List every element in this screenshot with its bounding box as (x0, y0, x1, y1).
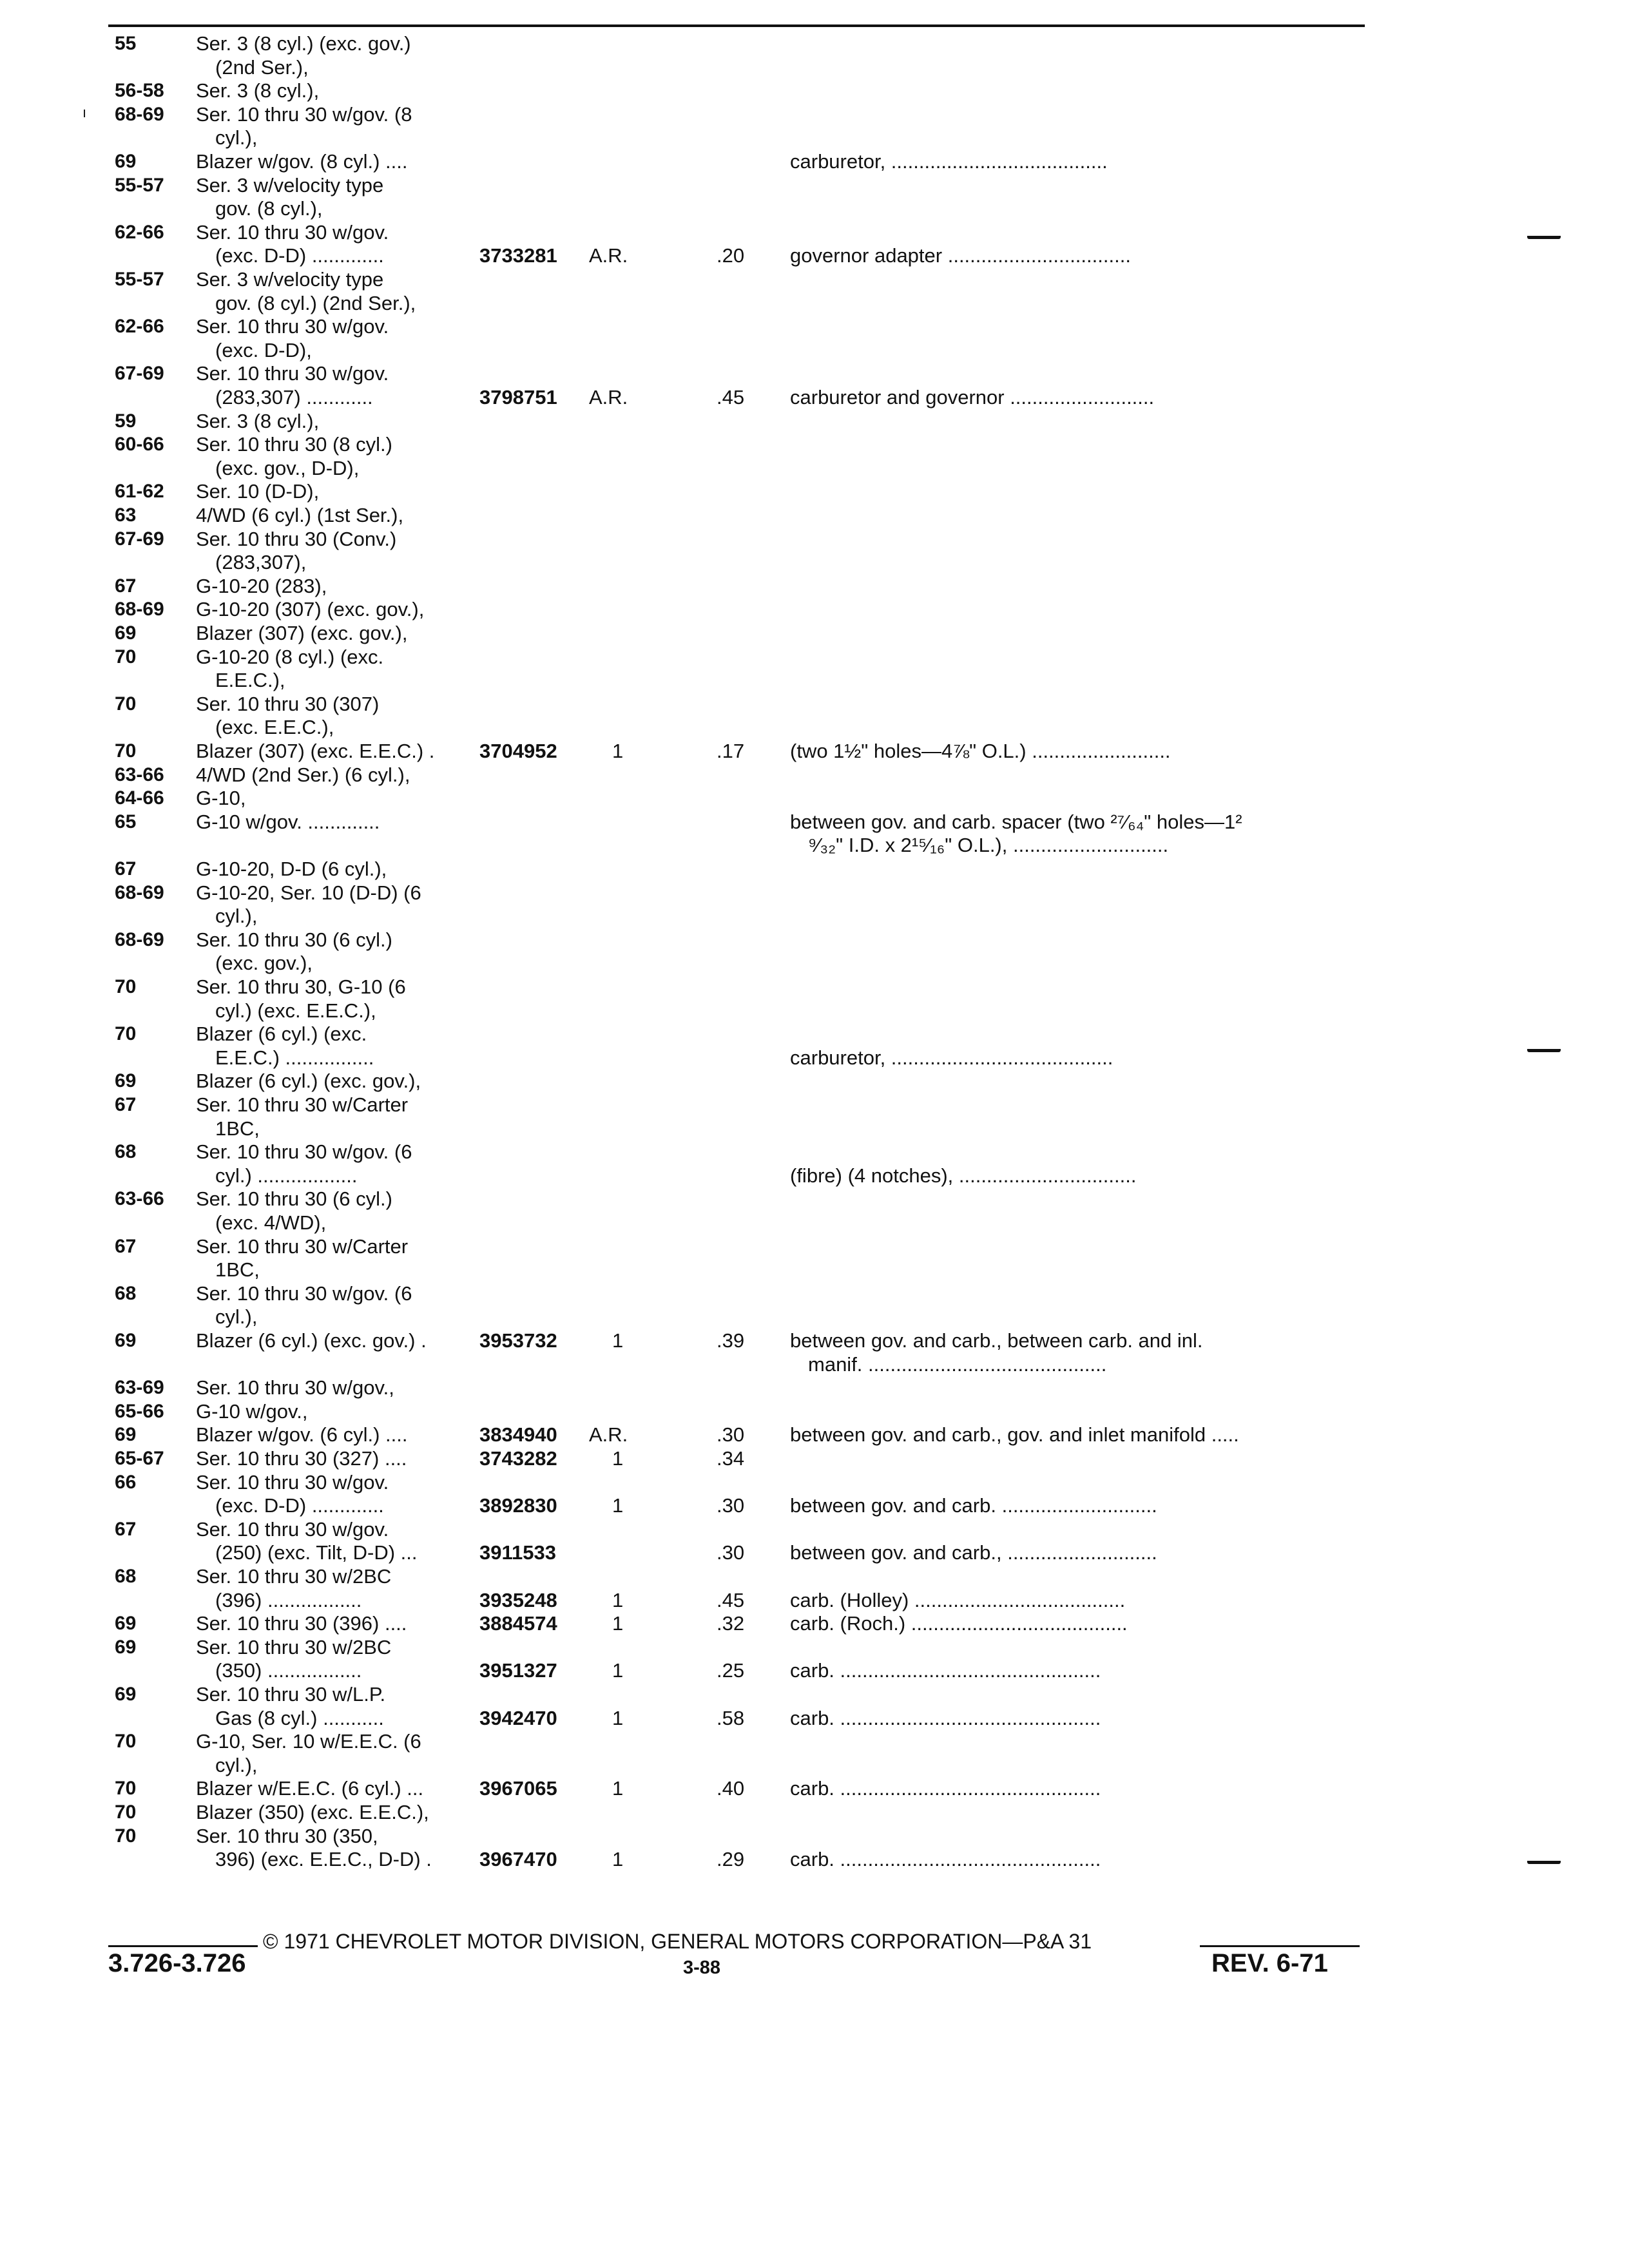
model-year: 68-69 (115, 599, 164, 620)
application-text-continued: (2nd Ser.), (215, 55, 309, 79)
binding-tick (1527, 1857, 1561, 1864)
quantity: 1 (612, 1848, 624, 1871)
application-text-continued: cyl.) .................. (215, 1164, 358, 1187)
part-number: 3704952 (479, 740, 557, 762)
model-year: 70 (115, 693, 137, 715)
application-text: Blazer (6 cyl.) (exc. gov.), (196, 1070, 421, 1093)
price: .30 (717, 1494, 745, 1517)
model-year: 62-66 (115, 221, 164, 243)
description: between gov. and carb., ........................... (790, 1541, 1157, 1564)
model-year: 63-69 (115, 1377, 164, 1399)
quantity: 1 (612, 1494, 624, 1517)
application-text: Ser. 10 thru 30 (396) .... (196, 1612, 407, 1635)
application-text: Ser. 10 thru 30 w/gov. (196, 1470, 389, 1494)
application-text-continued: 396) (exc. E.E.C., D-D) . (215, 1848, 432, 1871)
model-year: 68-69 (115, 928, 164, 950)
description: between gov. and carb. spacer (two ²⁷⁄₆₄" holes—1² (790, 810, 1242, 833)
application-text: Ser. 10 thru 30 w/2BC (196, 1635, 392, 1658)
application-text: Ser. 10 thru 30 (307) (196, 692, 380, 715)
model-year: 67 (115, 1094, 137, 1115)
application-text-continued: gov. (8 cyl.), (215, 197, 323, 220)
application-text: Blazer (307) (exc. gov.), (196, 622, 408, 644)
description: carb. ............................................... (790, 1659, 1101, 1682)
application-text: G-10-20 (283), (196, 574, 327, 597)
part-number: 3834940 (479, 1423, 557, 1446)
part-number: 3892830 (479, 1494, 557, 1517)
application-text: Ser. 10 thru 30 w/L.P. (196, 1683, 386, 1706)
model-year: 68 (115, 1282, 137, 1304)
application-text: Ser. 10 thru 30 w/gov. (6 (196, 1140, 412, 1164)
description: governor adapter ................................. (790, 244, 1131, 267)
application-text: Ser. 10 thru 30 w/Carter (196, 1093, 409, 1116)
price: .25 (717, 1659, 745, 1682)
application-text-continued: (350) ................. (215, 1659, 362, 1682)
application-text: 4/WD (6 cyl.) (1st Ser.), (196, 504, 404, 526)
application-text-continued: cyl.), (215, 1305, 258, 1329)
price: .30 (717, 1423, 745, 1446)
model-year: 61-62 (115, 481, 164, 503)
application-text: Blazer (6 cyl.) (exc. gov.) . (196, 1329, 427, 1352)
model-year: 69 (115, 1684, 137, 1705)
model-year: 67 (115, 858, 137, 879)
application-text: Ser. 10 thru 30 (8 cyl.) (196, 433, 392, 456)
model-year: 69 (115, 151, 137, 172)
quantity: 1 (612, 1588, 624, 1611)
model-year: 67 (115, 1518, 137, 1540)
description: (fibre) (4 notches), ................................ (790, 1164, 1137, 1187)
model-year: 70 (115, 976, 137, 997)
quantity: A.R. (589, 244, 628, 267)
part-number: 3967065 (479, 1777, 557, 1800)
model-year: 67 (115, 575, 137, 597)
description: carburetor, ....................................... (790, 150, 1108, 173)
price: .40 (717, 1777, 745, 1800)
footer-rule-right (1200, 1945, 1360, 1947)
model-year: 65 (115, 811, 137, 832)
application-text: Blazer (350) (exc. E.E.C.), (196, 1801, 429, 1823)
application-text-continued: (exc. D-D) ............. (215, 244, 384, 267)
binding-tick (1527, 1045, 1561, 1052)
application-text-continued: 1BC, (215, 1258, 260, 1282)
price: .34 (717, 1447, 745, 1470)
application-text-continued: Gas (8 cyl.) ........... (215, 1706, 384, 1729)
part-number: 3942470 (479, 1706, 557, 1729)
application-text: Blazer w/E.E.C. (6 cyl.) ... (196, 1777, 424, 1800)
price: .20 (717, 244, 745, 267)
model-year: 63-66 (115, 764, 164, 785)
description: carburetor and governor .......................... (790, 386, 1155, 408)
application-text: Ser. 10 thru 30 (6 cyl.) (196, 928, 392, 951)
top-rule (108, 24, 1365, 27)
description-continued: manif. ........................................... (808, 1352, 1107, 1376)
part-number: 3884574 (479, 1612, 557, 1635)
application-text-continued: (exc. E.E.C.), (215, 716, 334, 739)
price: .29 (717, 1848, 745, 1871)
model-year: 67-69 (115, 528, 164, 550)
application-text-continued: 1BC, (215, 1117, 260, 1140)
revision-label: REV. 6-71 (1211, 1949, 1328, 1977)
price: .30 (717, 1541, 745, 1564)
application-text-continued: (396) ................. (215, 1588, 362, 1611)
model-year: 55-57 (115, 269, 164, 290)
application-text: Ser. 3 w/velocity type (196, 173, 384, 197)
quantity: A.R. (589, 386, 628, 408)
model-year: 68-69 (115, 103, 164, 125)
application-text-continued: cyl.), (215, 126, 258, 149)
model-year: 67 (115, 1235, 137, 1257)
application-text: Ser. 10 thru 30 w/gov. (8 (196, 102, 412, 126)
application-text: Ser. 10 thru 30 w/gov. (6 (196, 1282, 412, 1305)
description: (two 1½" holes—4⅞" O.L.) ......................... (790, 740, 1171, 762)
application-text-continued: (exc. gov.), (215, 952, 313, 975)
copyright-line: © 1971 CHEVROLET MOTOR DIVISION, GENERAL MOTORS CORPORATION—P&A 31 (263, 1930, 1092, 1953)
application-text: Ser. 10 thru 30 w/Carter (196, 1235, 409, 1258)
model-year: 55 (115, 33, 137, 54)
application-text: G-10 w/gov., (196, 1399, 308, 1423)
application-text-continued: cyl.) (exc. E.E.C.), (215, 999, 376, 1022)
price: .45 (717, 386, 745, 408)
description: carb. ............................................... (790, 1706, 1101, 1729)
part-number: 3953732 (479, 1329, 557, 1352)
quantity: 1 (612, 1777, 624, 1800)
application-text: Ser. 10 thru 30 (350, (196, 1824, 378, 1847)
model-year: 65-67 (115, 1448, 164, 1469)
application-text: Ser. 10 thru 30 w/gov. (196, 220, 389, 244)
model-year: 68 (115, 1141, 137, 1163)
model-year: 59 (115, 410, 137, 432)
application-text: Ser. 10 thru 30 w/gov. (196, 362, 389, 385)
description: between gov. and carb. ............................ (790, 1494, 1157, 1517)
price: .32 (717, 1612, 745, 1635)
model-year: 64-66 (115, 787, 164, 809)
price: .17 (717, 740, 745, 762)
application-text: Ser. 3 w/velocity type (196, 268, 384, 291)
application-text-continued: cyl.), (215, 905, 258, 928)
application-text: Ser. 10 thru 30 w/gov., (196, 1376, 394, 1399)
application-text: Ser. 10 thru 30 (6 cyl.) (196, 1187, 392, 1211)
application-text: Ser. 10 thru 30 w/gov. (196, 1517, 389, 1541)
description: carb. (Roch.) ....................................... (790, 1612, 1128, 1635)
price: .58 (717, 1706, 745, 1729)
section-code: 3.726-3.726 (108, 1949, 246, 1977)
application-text-continued: cyl.), (215, 1753, 258, 1776)
quantity: 1 (612, 1612, 624, 1635)
part-number: 3951327 (479, 1659, 557, 1682)
application-text: G-10, (196, 787, 246, 810)
quantity: 1 (612, 1706, 624, 1729)
application-text-continued: (exc. gov., D-D), (215, 456, 360, 479)
application-text: G-10-20 (307) (exc. gov.), (196, 598, 425, 621)
quantity: 1 (612, 1329, 624, 1352)
application-text: Ser. 10 thru 30, G-10 (6 (196, 975, 406, 998)
margin-mark: ı (82, 104, 87, 120)
application-text: Blazer w/gov. (8 cyl.) .... (196, 150, 408, 173)
application-text-continued: (exc. 4/WD), (215, 1211, 327, 1234)
description: carburetor, ........................................ (790, 1046, 1113, 1069)
description: carb. (Holley) ...................................... (790, 1588, 1126, 1611)
application-text: Ser. 3 (8 cyl.), (196, 79, 320, 102)
model-year: 60-66 (115, 434, 164, 456)
application-text: Ser. 10 (D-D), (196, 480, 320, 503)
quantity: 1 (612, 1659, 624, 1682)
binding-tick (1527, 232, 1561, 239)
application-text: Ser. 10 thru 30 (Conv.) (196, 527, 397, 550)
application-text-continued: E.E.C.) ................ (215, 1046, 374, 1069)
model-year: 70 (115, 1802, 137, 1823)
application-text: Ser. 10 thru 30 (327) .... (196, 1447, 407, 1470)
application-text: Ser. 10 thru 30 w/2BC (196, 1565, 392, 1588)
application-text: Ser. 3 (8 cyl.) (exc. gov.) (196, 32, 411, 55)
application-text: G-10-20, D-D (6 cyl.), (196, 858, 387, 880)
page-number: 3-88 (683, 1957, 721, 1978)
model-year: 69 (115, 1613, 137, 1635)
model-year: 68-69 (115, 881, 164, 903)
part-number: 3967470 (479, 1848, 557, 1871)
model-year: 69 (115, 1636, 137, 1658)
application-text: G-10-20, Ser. 10 (D-D) (6 (196, 881, 421, 904)
application-text-continued: gov. (8 cyl.) (2nd Ser.), (215, 291, 416, 314)
description: carb. ............................................... (790, 1777, 1101, 1800)
model-year: 69 (115, 622, 137, 644)
application-text: Blazer (6 cyl.) (exc. (196, 1023, 367, 1046)
part-number: 3743282 (479, 1447, 557, 1470)
model-year: 62-66 (115, 316, 164, 338)
quantity: A.R. (589, 1423, 628, 1446)
application-text-continued: E.E.C.), (215, 669, 285, 692)
application-text-continued: (283,307), (215, 551, 307, 574)
part-number: 3911533 (479, 1541, 556, 1564)
application-text: G-10-20 (8 cyl.) (exc. (196, 645, 384, 668)
model-year: 70 (115, 646, 137, 668)
model-year: 70 (115, 1825, 137, 1847)
description: between gov. and carb., between carb. and inl. (790, 1329, 1203, 1352)
model-year: 69 (115, 1070, 137, 1092)
model-year: 69 (115, 1330, 137, 1351)
application-text: G-10, Ser. 10 w/E.E.C. (6 (196, 1730, 421, 1753)
model-year: 70 (115, 740, 137, 762)
quantity: 1 (612, 740, 624, 762)
model-year: 68 (115, 1566, 137, 1587)
model-year: 70 (115, 1778, 137, 1800)
application-text: Blazer w/gov. (6 cyl.) .... (196, 1423, 408, 1446)
footer-rule-left (108, 1945, 258, 1947)
application-text: Ser. 10 thru 30 w/gov. (196, 315, 389, 338)
part-number: 3733281 (479, 244, 557, 267)
description-continued: ⁹⁄₃₂" I.D. x 2¹⁵⁄₁₆" O.L.), ............................ (808, 834, 1169, 857)
model-year: 70 (115, 1731, 137, 1753)
description: carb. ............................................... (790, 1848, 1101, 1871)
application-text-continued: (250) (exc. Tilt, D-D) ... (215, 1541, 418, 1564)
application-text: 4/WD (2nd Ser.) (6 cyl.), (196, 763, 410, 786)
price: .39 (717, 1329, 745, 1352)
application-text: G-10 w/gov. ............. (196, 810, 380, 833)
application-text-continued: (exc. D-D) ............. (215, 1494, 384, 1517)
application-text-continued: (exc. D-D), (215, 338, 312, 361)
model-year: 63-66 (115, 1188, 164, 1210)
model-year: 66 (115, 1471, 137, 1493)
description: between gov. and carb., gov. and inlet manifold ..... (790, 1423, 1239, 1446)
model-year: 70 (115, 1023, 137, 1045)
application-text: Ser. 3 (8 cyl.), (196, 409, 320, 432)
model-year: 69 (115, 1424, 137, 1446)
model-year: 55-57 (115, 174, 164, 196)
application-text: Blazer (307) (exc. E.E.C.) . (196, 740, 435, 762)
model-year: 65-66 (115, 1400, 164, 1422)
price: .45 (717, 1588, 745, 1611)
part-number: 3935248 (479, 1588, 557, 1611)
model-year: 67-69 (115, 363, 164, 385)
part-number: 3798751 (479, 386, 557, 408)
model-year: 63 (115, 505, 137, 526)
quantity: 1 (612, 1447, 624, 1470)
model-year: 56-58 (115, 80, 164, 102)
application-text-continued: (283,307) ............ (215, 386, 373, 408)
